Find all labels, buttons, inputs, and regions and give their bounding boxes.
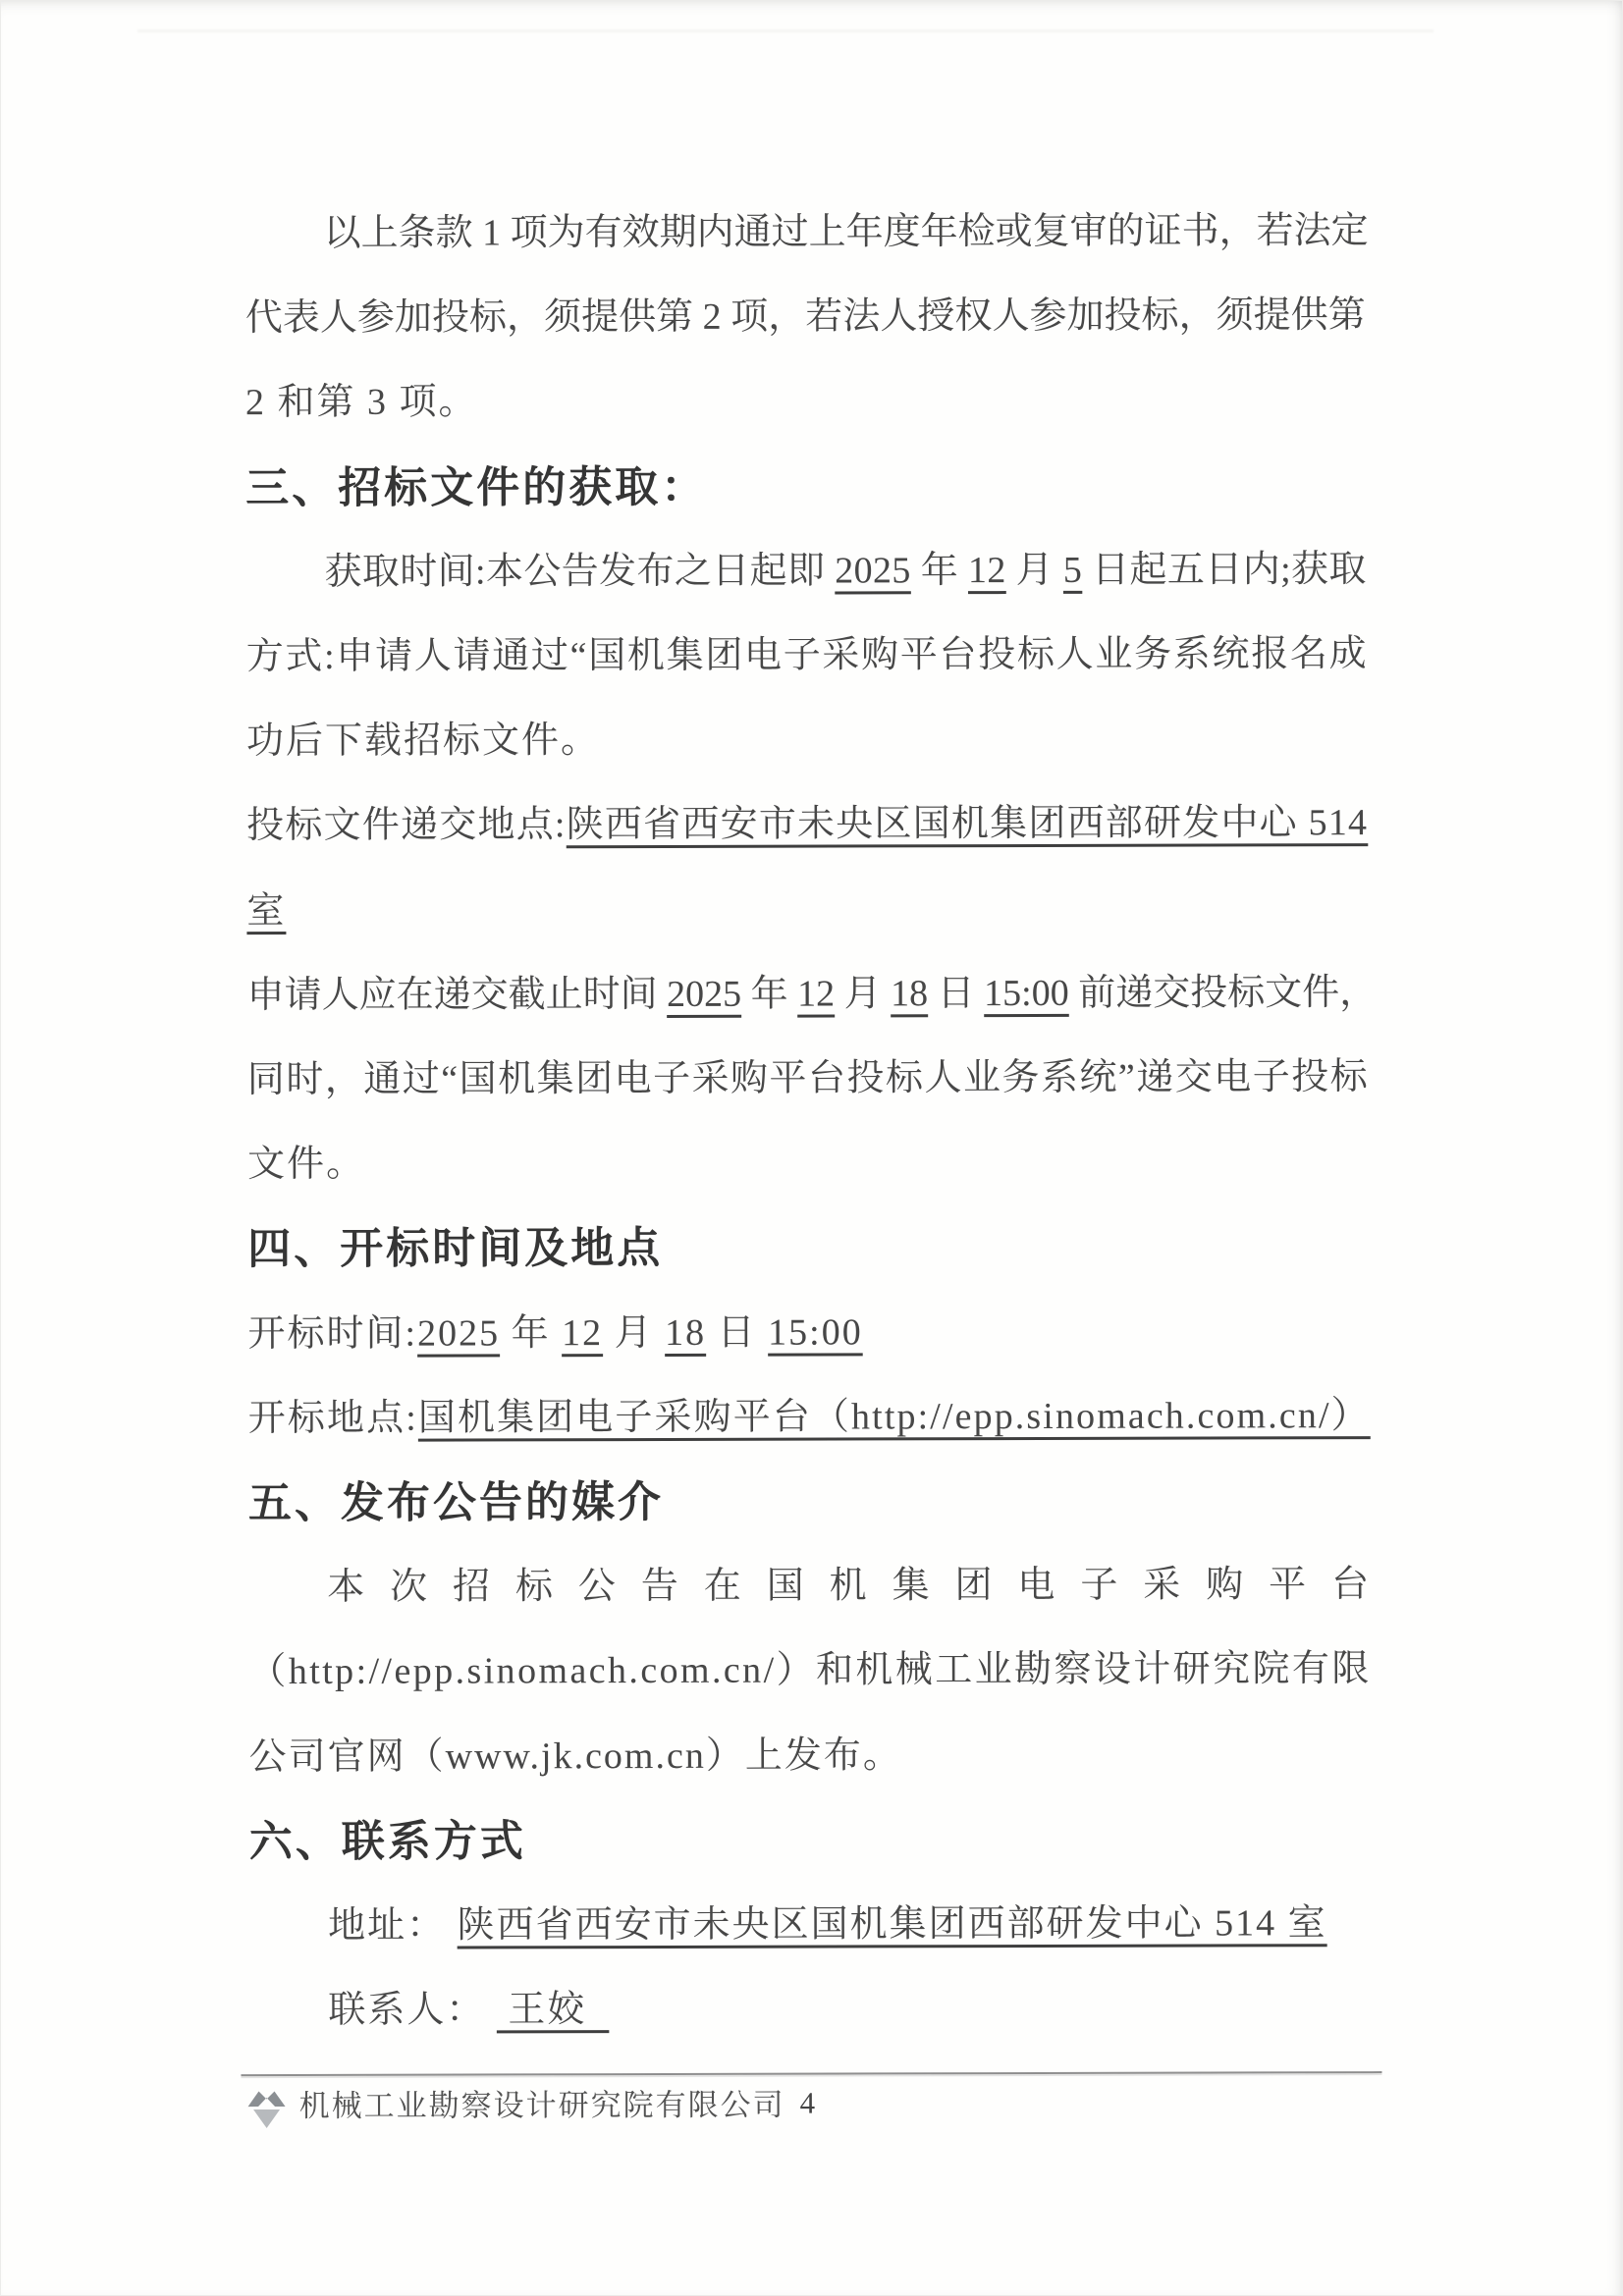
text-run: 月	[835, 973, 892, 1015]
text-run: 投标文件递交地点:	[246, 804, 567, 847]
text-run: 2 和第 3 项。	[244, 381, 478, 424]
line-runs	[328, 1989, 609, 2031]
underlined-text: 12	[967, 550, 1006, 592]
underlined-text: 室	[246, 889, 287, 933]
text-line	[246, 798, 1367, 852]
section-heading	[245, 460, 1366, 514]
underlined-text: 18	[665, 1311, 707, 1354]
line-runs	[246, 633, 1369, 677]
text-run: 三、招标文件的获取：	[245, 462, 708, 513]
text-run: 月	[603, 1311, 666, 1355]
text-run: 以上条款 1 项为有效期内通过上年度年检或复审的证书，若法定	[323, 210, 1369, 254]
text-line	[244, 206, 1369, 260]
text-line	[246, 883, 1367, 937]
text-run: 方式:申请人请通过“国机集团电子采购平台投标人业务系统报名成	[245, 633, 1369, 678]
section-heading	[249, 1814, 1370, 1868]
underlined-text: 陕西省西安市未央区国机集团西部研发中心 514	[566, 802, 1369, 846]
line-runs	[246, 802, 1368, 846]
text-run: 年	[910, 550, 969, 592]
text-run: 地址：	[328, 1904, 458, 1947]
text-run: 月	[1005, 549, 1063, 592]
footer-company-name: 机械工业勘察设计研究院有限公司	[298, 2087, 785, 2123]
footer-divider	[241, 2071, 1381, 2076]
section-heading	[247, 1221, 1368, 1275]
line-runs	[246, 890, 286, 932]
text-run: 四、开标时间及地点	[247, 1223, 664, 1274]
text-run: 五、发布公告的媒介	[247, 1477, 665, 1528]
text-line	[245, 291, 1366, 345]
text-run: 获取时间:本公告发布之日起即	[324, 550, 836, 593]
text-run: 申请人应在递交截止时间	[246, 973, 668, 1017]
text-run: 年	[500, 1312, 563, 1355]
underlined-text: 18	[891, 973, 929, 1015]
underlined-text: 陕西省西安市未央区国机集团西部研发中心 514 室	[457, 1902, 1327, 1947]
text-run: （http://epp.sinomach.com.cn/）和机械工业勘察设计研究院有限	[248, 1648, 1372, 1693]
text-line	[245, 545, 1366, 599]
text-run: 六、联系方式	[248, 1817, 526, 1867]
text-line	[249, 1730, 1370, 1784]
line-runs	[247, 1144, 365, 1185]
text-line	[247, 1307, 1368, 1361]
line-runs	[324, 210, 1369, 254]
line-runs	[247, 1311, 862, 1355]
section-heading	[248, 1475, 1369, 1529]
text-run: 联系人：	[328, 1989, 497, 2031]
underlined-text: 王姣	[496, 1989, 610, 2031]
line-runs	[247, 972, 1378, 1016]
text-line	[246, 714, 1367, 768]
underlined-text: 15:00	[984, 972, 1069, 1015]
underlined-text: 12	[562, 1312, 604, 1355]
line-runs	[327, 1564, 1394, 1608]
text-run: 本次招标公告在国机集团电子采购平台	[327, 1564, 1395, 1608]
text-run: 日起五日内;获取	[1082, 549, 1367, 591]
text-run: 日	[928, 973, 985, 1015]
text-run: 同时，通过“国机集团电子采购平台投标人业务系统”递交电子投标	[246, 1056, 1370, 1101]
line-runs	[249, 1735, 902, 1778]
text-line	[249, 1898, 1370, 1952]
text-run: 开标地点:	[247, 1397, 418, 1440]
text-line	[246, 968, 1378, 1022]
company-logo-icon	[247, 2086, 287, 2129]
text-run: 日	[706, 1311, 769, 1354]
underlined-text: 2025	[667, 973, 742, 1015]
text-line	[246, 629, 1367, 683]
underlined-text: 国机集团电子采购平台（http://epp.sinomach.com.cn/）	[417, 1395, 1371, 1439]
text-line	[248, 1644, 1372, 1698]
line-runs	[246, 720, 600, 762]
line-runs	[247, 1224, 663, 1273]
text-run: 年	[741, 973, 798, 1015]
text-line	[245, 375, 1366, 429]
text-line	[247, 1137, 1368, 1191]
underlined-text: 2025	[417, 1312, 501, 1355]
line-runs	[328, 1902, 1327, 1947]
line-runs	[248, 1648, 1371, 1692]
line-runs	[248, 1395, 1371, 1439]
line-runs	[245, 463, 707, 512]
text-line	[247, 1052, 1368, 1106]
line-runs	[247, 1056, 1369, 1100]
text-line	[248, 1391, 1369, 1445]
text-run: 文件。	[246, 1143, 366, 1186]
line-runs	[248, 1478, 664, 1527]
line-runs	[245, 381, 478, 423]
page-number: 4	[799, 2085, 816, 2120]
underlined-text: 2025	[835, 550, 911, 592]
text-run: 公司官网（www.jk.com.cn）上发布。	[248, 1735, 902, 1779]
line-runs	[245, 294, 1366, 339]
text-run: 代表人参加投标，须提供第 2 项，若法人授权人参加投标，须提供第	[244, 294, 1366, 340]
underlined-text: 12	[797, 973, 836, 1015]
text-run: 前递交投标文件，	[1068, 972, 1378, 1014]
text-run: 功后下载招标文件。	[245, 720, 600, 763]
line-runs	[249, 1817, 526, 1866]
text-line	[249, 1983, 1370, 2037]
line-runs	[324, 549, 1366, 593]
underlined-text: 5	[1062, 549, 1083, 591]
underlined-text: 15:00	[768, 1311, 863, 1354]
text-line	[248, 1560, 1395, 1614]
text-run: 开标时间:	[247, 1312, 418, 1356]
